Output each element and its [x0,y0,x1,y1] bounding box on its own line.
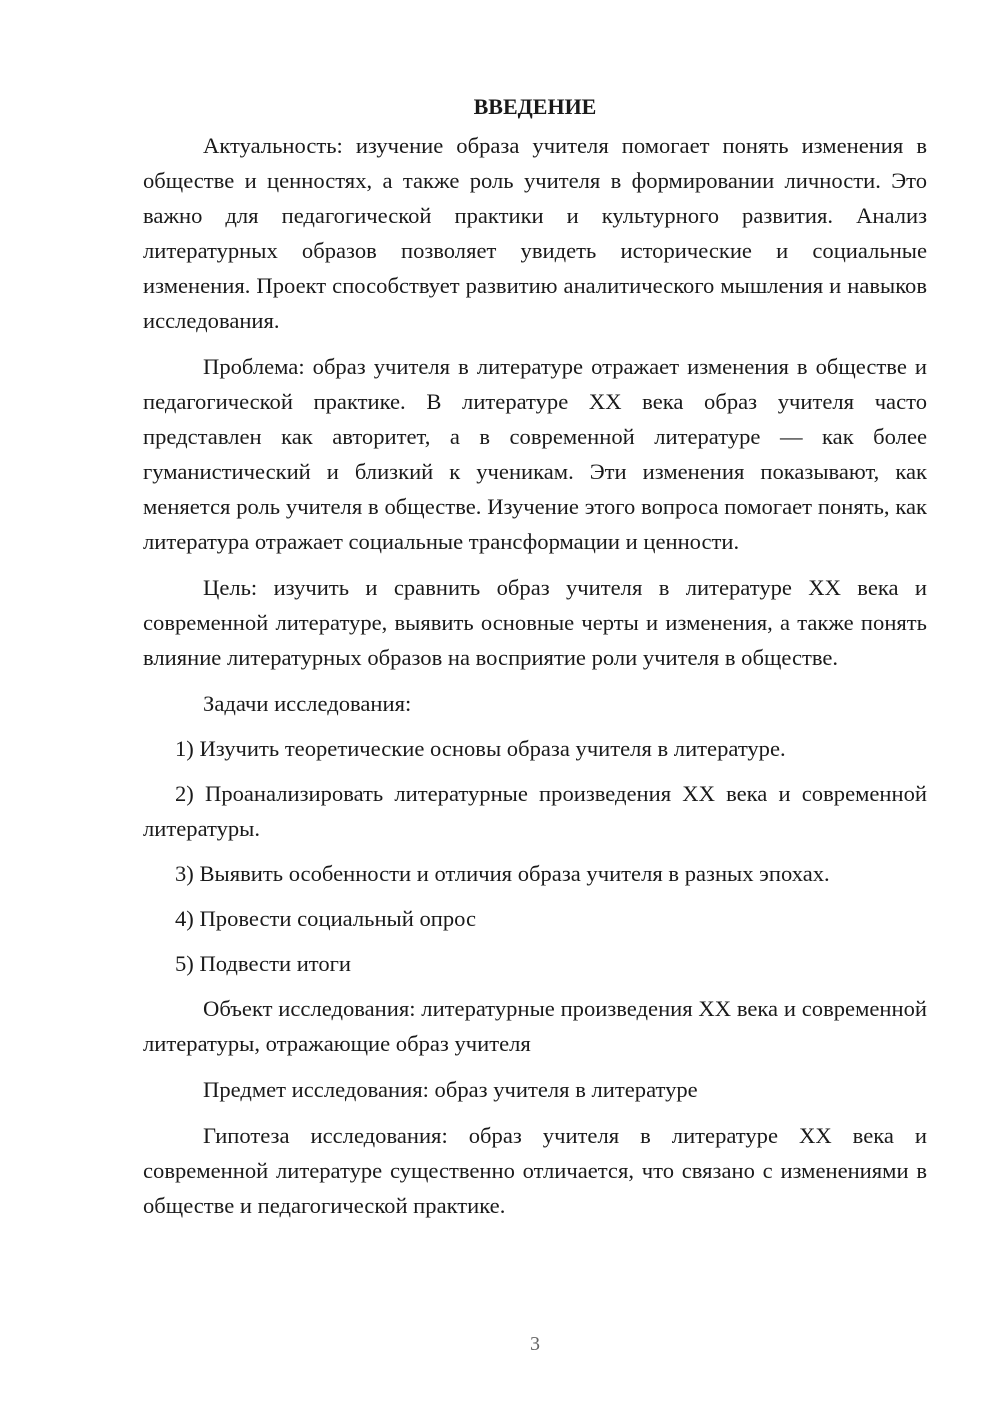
task-item-4: 4) Провести социальный опрос [175,906,477,931]
goal-paragraph: Цель: изучить и сравнить образ учителя в литературе XX века и современной литературе, выявить основные черты и изменения, а также понять влияние литературных образов на восприятие роли учителя в обществе. [143,575,927,670]
page-number: 3 [530,1333,540,1355]
problem-paragraph: Проблема: образ учителя в литературе отражает изменения в обществе и педагогической практике. В литературе XX века образ учителя часто представлен как авторитет, а в современной литературе — как более гуманистический и близкий к ученикам. Эти изменения показывают, как меняется роль учителя в обществе. Изучение этого вопроса помогает понять, как литература отражает социальные трансформации и ценности. [143,354,927,554]
object-paragraph: Объект исследования: литературные произведения XX века и современной литературы, отражающие образ учителя [143,996,927,1056]
section-heading: ВВЕДЕНИЕ [473,94,597,119]
task-item-5: 5) Подвести итоги [175,951,352,976]
task-item-2: 2) Проанализировать литературные произведения XX века и современной литературы. [143,781,927,841]
task-item-3: 3) Выявить особенности и отличия образа учителя в разных эпохах. [175,861,830,886]
hypothesis-paragraph: Гипотеза исследования: образ учителя в литературе XX века и современной литературе существенно отличается, что связано с изменениями в обществе и педагогической практике. [143,1123,927,1218]
subject-paragraph: Предмет исследования: образ учителя в литературе [203,1077,698,1102]
tasks-title: Задачи исследования: [203,691,412,716]
task-item-1: 1) Изучить теоретические основы образа учителя в литературе. [175,736,786,761]
relevance-paragraph: Актуальность: изучение образа учителя помогает понять изменения в обществе и ценностях, а также роль учителя в формировании личности. Это важно для педагогической практики и культурного развития. Анализ литературных образов позволяет увидеть исторические и социальные изменения. Проект способствует развитию аналитического мышления и навыков исследования. [143,133,927,333]
